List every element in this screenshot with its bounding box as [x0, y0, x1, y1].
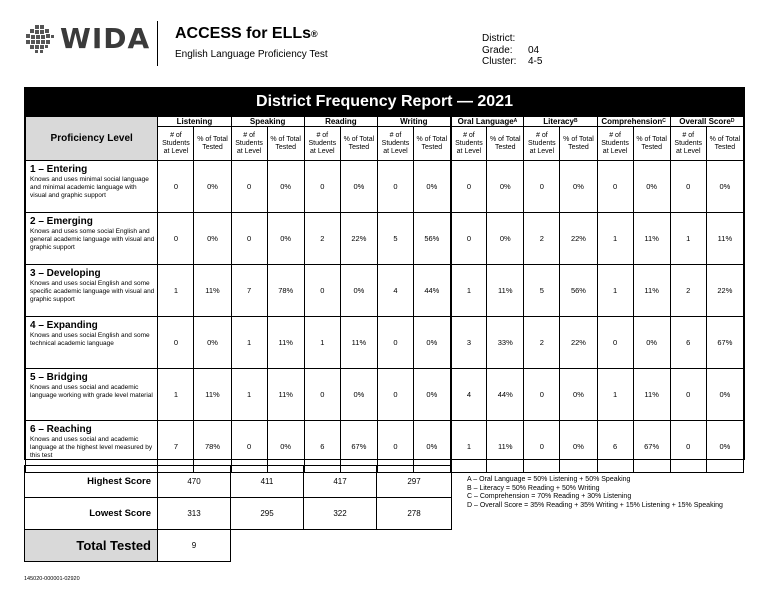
count-cell: 0 [377, 317, 413, 369]
count-cell: 1 [304, 317, 340, 369]
count-cell: 2 [670, 265, 706, 317]
total-tested-label: Total Tested [25, 530, 158, 562]
table-row [26, 161, 744, 213]
level-cell [26, 317, 158, 369]
percent-cell: 78% [194, 421, 231, 473]
registered-mark: ® [311, 29, 318, 39]
count-cell: 1 [158, 265, 194, 317]
overall-score-percent-header: % of Total Tested [706, 127, 743, 161]
percent-cell: 11% [194, 369, 231, 421]
speaking-percent-header: % of Total Tested [267, 127, 304, 161]
percent-cell: 0% [340, 265, 377, 317]
count-cell: 7 [231, 265, 267, 317]
count-cell: 0 [670, 161, 706, 213]
percent-cell: 56% [560, 265, 597, 317]
listening-percent-header: % of Total Tested [194, 127, 231, 161]
percent-cell: 0% [267, 421, 304, 473]
count-cell: 2 [524, 213, 560, 265]
group-header-overall-score: Overall Score$^D$ [670, 117, 743, 127]
count-cell: 6 [670, 317, 706, 369]
count-cell: 4 [451, 369, 487, 421]
count-cell: 3 [451, 317, 487, 369]
highest-reading: 417 [304, 466, 377, 498]
percent-cell: 11% [487, 421, 524, 473]
blank-cell [231, 530, 452, 562]
lowest-speaking: 295 [231, 498, 304, 530]
note-a: A – Oral Language = 50% Listening + 50% Speaking [467, 476, 631, 483]
count-cell: 0 [524, 161, 560, 213]
count-cell: 1 [597, 265, 633, 317]
count-cell: 0 [158, 317, 194, 369]
level-name: 4 – Expanding [30, 320, 98, 331]
frequency-table [25, 116, 744, 473]
percent-cell: 0% [633, 161, 670, 213]
header-divider [157, 21, 158, 66]
lowest-reading: 322 [304, 498, 377, 530]
percent-cell: 0% [414, 369, 451, 421]
percent-cell: 78% [267, 265, 304, 317]
count-cell: 2 [524, 317, 560, 369]
comprehension-percent-header: % of Total Tested [633, 127, 670, 161]
product-title: ACCESS for ELLs® [175, 25, 318, 42]
count-cell: 6 [597, 421, 633, 473]
percent-cell: 22% [340, 213, 377, 265]
count-cell: 1 [597, 213, 633, 265]
note-d: D – Overall Score = 35% Reading + 35% Writing + 15% Listening + 15% Speaking [467, 501, 723, 509]
percent-cell: 0% [194, 317, 231, 369]
table-row [26, 369, 744, 421]
percent-cell: 11% [194, 265, 231, 317]
score-notes [467, 476, 723, 510]
count-cell: 1 [670, 213, 706, 265]
count-cell: 5 [524, 265, 560, 317]
oral-language-percent-header: % of Total Tested [487, 127, 524, 161]
percent-cell: 0% [414, 161, 451, 213]
percent-cell: 22% [706, 265, 743, 317]
table-row [26, 317, 744, 369]
level-cell [26, 265, 158, 317]
level-description: Knows and uses social and academic language working with grade level material [30, 384, 153, 399]
percent-cell: 0% [706, 421, 743, 473]
percent-cell: 0% [706, 161, 743, 213]
note-b: B – Literacy = 50% Reading + 50% Writing [467, 484, 600, 492]
count-cell: 0 [451, 161, 487, 213]
percent-cell: 11% [633, 265, 670, 317]
group-header-oral-language: Oral Language$^A$ [451, 117, 524, 127]
wida-logo [24, 24, 150, 54]
report-meta [482, 33, 542, 68]
wida-globe-icon [24, 24, 56, 54]
meta-grade: Grade: 04 [482, 44, 540, 56]
count-cell: 4 [377, 265, 413, 317]
count-cell: 1 [231, 317, 267, 369]
percent-cell: 0% [194, 213, 231, 265]
product-block [175, 24, 328, 60]
count-cell: 0 [304, 369, 340, 421]
percent-cell: 11% [633, 369, 670, 421]
reading-count-header: # of Students at Level [304, 127, 340, 161]
proficiency-level-header: Proficiency Level [26, 117, 158, 161]
percent-cell: 56% [414, 213, 451, 265]
percent-cell: 0% [414, 421, 451, 473]
highest-score-label: Highest Score [25, 466, 158, 498]
count-cell: 0 [451, 213, 487, 265]
level-description: Knows and uses minimal social language and minimal academic language with visual and graphic support [30, 176, 149, 199]
percent-cell: 11% [706, 213, 743, 265]
percent-cell: 33% [487, 317, 524, 369]
percent-cell: 11% [267, 369, 304, 421]
lowest-listening: 313 [158, 498, 231, 530]
footnote-mark: B [573, 118, 578, 124]
count-cell: 0 [597, 317, 633, 369]
count-cell: 6 [304, 421, 340, 473]
count-cell: 1 [597, 369, 633, 421]
level-name: 1 – Entering [30, 164, 88, 175]
percent-cell: 0% [487, 213, 524, 265]
group-header-listening: Listening [158, 117, 231, 127]
group-header-speaking: Speaking [231, 117, 304, 127]
percent-cell: 44% [414, 265, 451, 317]
logo-text: WIDA [60, 22, 151, 55]
speaking-count-header: # of Students at Level [231, 127, 267, 161]
level-name: 2 – Emerging [30, 216, 93, 227]
comprehension-count-header: # of Students at Level [597, 127, 633, 161]
overall-score-count-header: # of Students at Level [670, 127, 706, 161]
note-c: C – Comprehension = 70% Reading + 30% Listening [467, 493, 632, 501]
count-cell: 2 [304, 213, 340, 265]
percent-cell: 11% [340, 317, 377, 369]
count-cell: 0 [231, 213, 267, 265]
percent-cell: 0% [340, 369, 377, 421]
percent-cell: 22% [560, 213, 597, 265]
percent-cell: 0% [487, 161, 524, 213]
report-title: District Frequency Report — 2021 [25, 88, 744, 116]
writing-percent-header: % of Total Tested [414, 127, 451, 161]
percent-cell: 67% [706, 317, 743, 369]
level-description: Knows and uses social English and some technical academic language [30, 332, 150, 347]
table-row [26, 213, 744, 265]
count-cell: 1 [158, 369, 194, 421]
highest-listening: 470 [158, 466, 231, 498]
total-tested-value: 9 [158, 530, 231, 562]
level-cell [26, 213, 158, 265]
lowest-score-row [25, 498, 452, 530]
level-cell [26, 369, 158, 421]
count-cell: 0 [377, 161, 413, 213]
percent-cell: 0% [560, 161, 597, 213]
count-cell: 0 [158, 213, 194, 265]
percent-cell: 11% [487, 265, 524, 317]
count-cell: 0 [377, 421, 413, 473]
count-cell: 7 [158, 421, 194, 473]
percent-cell: 22% [560, 317, 597, 369]
level-cell [26, 161, 158, 213]
footnote-mark: D [730, 118, 735, 124]
level-description: Knows and uses social English and some specific academic language with visual and graphic support [30, 280, 155, 303]
total-tested-row [25, 530, 452, 562]
percent-cell: 0% [267, 213, 304, 265]
count-cell: 0 [377, 369, 413, 421]
percent-cell: 0% [560, 369, 597, 421]
percent-cell: 0% [560, 421, 597, 473]
count-cell: 1 [451, 265, 487, 317]
count-cell: 0 [231, 161, 267, 213]
percent-cell: 0% [706, 369, 743, 421]
listening-count-header: # of Students at Level [158, 127, 194, 161]
percent-cell: 67% [340, 421, 377, 473]
count-cell: 0 [304, 161, 340, 213]
reading-percent-header: % of Total Tested [340, 127, 377, 161]
percent-cell: 0% [340, 161, 377, 213]
oral-language-count-header: # of Students at Level [451, 127, 487, 161]
percent-cell: 0% [414, 317, 451, 369]
percent-cell: 0% [267, 161, 304, 213]
lowest-score-label: Lowest Score [25, 498, 158, 530]
count-cell: 0 [231, 421, 267, 473]
writing-count-header: # of Students at Level [377, 127, 413, 161]
count-cell: 5 [377, 213, 413, 265]
literacy-count-header: # of Students at Level [524, 127, 560, 161]
count-cell: 0 [670, 369, 706, 421]
level-name: 5 – Bridging [30, 372, 88, 383]
percent-cell: 44% [487, 369, 524, 421]
highest-score-row [25, 466, 452, 498]
frequency-report [24, 87, 745, 460]
count-cell: 1 [231, 369, 267, 421]
footnote-mark: A [513, 118, 518, 124]
meta-cluster: Cluster: 4-5 [482, 56, 543, 67]
percent-cell: 67% [633, 421, 670, 473]
count-cell: 0 [597, 161, 633, 213]
level-name: 6 – Reaching [30, 424, 92, 435]
count-cell: 0 [304, 265, 340, 317]
count-cell: 0 [524, 369, 560, 421]
footnote-mark: C [662, 118, 666, 124]
level-name: 3 – Developing [30, 268, 101, 279]
percent-cell: 0% [194, 161, 231, 213]
percent-cell: 11% [633, 213, 670, 265]
count-cell: 0 [158, 161, 194, 213]
table-row [26, 265, 744, 317]
highest-writing: 297 [377, 466, 452, 498]
product-subtitle: English Language Proficiency Test [175, 49, 328, 60]
count-cell: 0 [524, 421, 560, 473]
group-header-reading: Reading [304, 117, 377, 127]
level-description: Knows and uses some social English and general academic language with visual and graphic support [30, 228, 155, 251]
level-description: Knows and uses social and academic language at the highest level measured by this test [30, 436, 153, 459]
percent-cell: 11% [267, 317, 304, 369]
lowest-writing: 278 [377, 498, 452, 530]
meta-district: District: [482, 33, 516, 44]
group-header-writing: Writing [377, 117, 450, 127]
count-cell: 0 [670, 421, 706, 473]
highest-speaking: 411 [231, 466, 304, 498]
count-cell: 1 [451, 421, 487, 473]
score-summary [24, 465, 452, 562]
percent-cell: 0% [633, 317, 670, 369]
footer-code: 145020-000001-02920 [24, 576, 80, 582]
group-header-comprehension: Comprehension$^C$ [597, 117, 670, 127]
group-header-literacy: Literacy$^B$ [524, 117, 597, 127]
literacy-percent-header: % of Total Tested [560, 127, 597, 161]
